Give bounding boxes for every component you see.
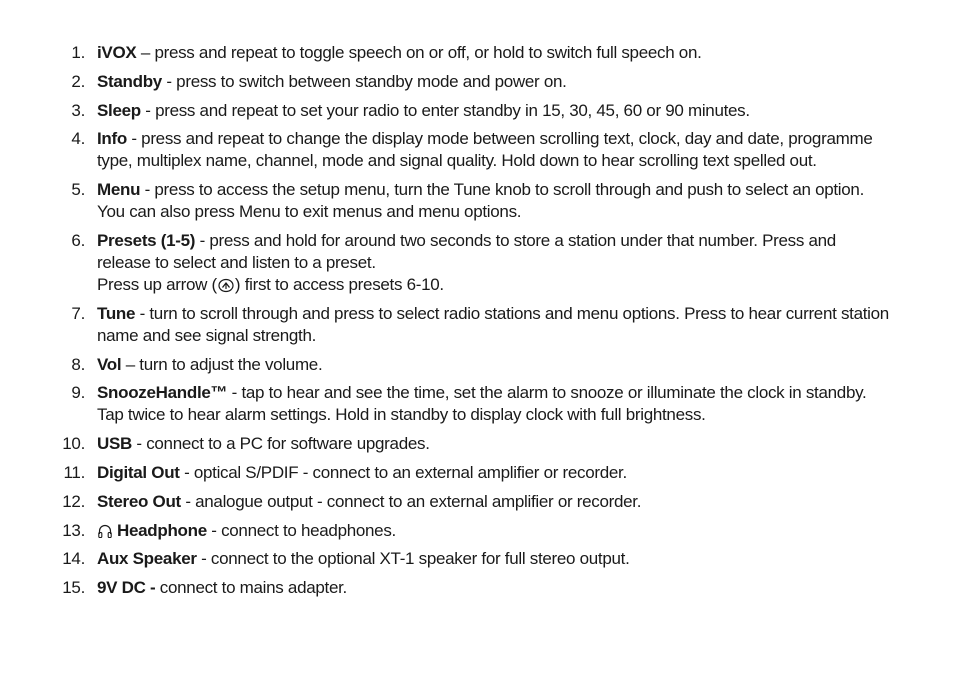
item-body (97, 548, 889, 570)
item-number: 14. (62, 549, 85, 569)
item-text: - press and repeat to change the display mode between scrolling text, clock, day and date, programme type, multiplex name, channel, mode and signal quality. Hold down to hear scrolling text spelled out. (97, 129, 873, 171)
item-text: - press to access the setup menu, turn the Tune knob to scroll through and push to select an option. You can also press Menu to exit menus and menu options. (97, 180, 865, 222)
item-body (97, 230, 889, 296)
item-number: 4. (71, 129, 85, 149)
item-body (97, 100, 889, 122)
item-term: Tune (97, 303, 136, 323)
item-text: - connect to the optional XT-1 speaker for full stereo output. (196, 549, 630, 569)
list-item-snoozehandle (0, 382, 954, 426)
item-text-pre: Press up arrow ( (97, 274, 217, 294)
item-body (97, 520, 889, 542)
numbered-list (0, 42, 954, 606)
list-item-9v-dc (0, 577, 954, 599)
item-term: Headphone (117, 520, 207, 540)
item-text: – turn to adjust the volume. (121, 354, 323, 374)
list-item-sleep (0, 100, 954, 122)
item-text: - analogue output - connect to an external amplifier or recorder. (180, 491, 642, 511)
up-arrow-icon (218, 277, 234, 293)
list-item-aux-speaker (0, 548, 954, 570)
item-text-post: ) first to access presets 6-10. (234, 274, 444, 294)
list-item-digital-out (0, 462, 954, 484)
item-number: 9. (71, 383, 85, 403)
item-number: 1. (71, 43, 85, 62)
item-term: Digital Out (97, 462, 180, 482)
item-term: SnoozeHandle™ (97, 383, 228, 403)
item-body (97, 462, 889, 484)
list-item-menu (0, 179, 954, 223)
item-number: 3. (71, 100, 85, 120)
item-text: connect to mains adapter. (155, 578, 347, 598)
item-term: USB (97, 434, 132, 454)
list-item-stereo-out (0, 491, 954, 513)
list-item-ivox (0, 42, 954, 64)
item-text: - optical S/PDIF - connect to an external amplifier or recorder. (179, 462, 627, 482)
item-body (97, 382, 889, 426)
item-term: Info (97, 129, 127, 149)
list-item-presets (0, 230, 954, 296)
item-number: 13. (62, 520, 85, 540)
item-body (97, 491, 889, 513)
item-text: – press and repeat to toggle speech on or off, or hold to switch full speech on. (136, 43, 702, 62)
item-body (97, 354, 889, 376)
item-term: Stereo Out (97, 491, 181, 511)
item-number: 2. (71, 71, 85, 91)
item-line-2 (97, 274, 889, 296)
headphone-icon (97, 523, 113, 539)
item-text: - tap to hear and see the time, set the alarm to snooze or illuminate the clock in standby. Tap twice to hear alarm settings. Hold in standby to display clock with full brightness. (97, 383, 867, 425)
list-item-standby (0, 71, 954, 93)
list-item-vol (0, 354, 954, 376)
item-body (97, 128, 889, 172)
item-text: - press to switch between standby mode and power on. (161, 71, 567, 91)
item-body (97, 42, 889, 64)
item-body (97, 303, 889, 347)
item-term: Standby (97, 71, 162, 91)
item-number: 5. (71, 180, 85, 200)
item-number: 12. (62, 491, 85, 511)
list-item-tune (0, 303, 954, 347)
item-body (97, 433, 889, 455)
item-number: 6. (71, 230, 85, 250)
list-item-headphone (0, 520, 954, 542)
item-term: 9V DC - (97, 578, 156, 598)
item-text: - connect to a PC for software upgrades. (132, 434, 430, 454)
item-line-1 (97, 230, 889, 274)
item-term: Presets (1-5) (97, 230, 196, 250)
item-body (97, 71, 889, 93)
item-term: Vol (97, 354, 122, 374)
item-number: 15. (62, 578, 85, 598)
item-text: - press and hold for around two seconds to store a station under that number. Press and release to select and listen to a preset. (97, 230, 836, 272)
item-term: Menu (97, 180, 141, 200)
item-number: 8. (71, 354, 85, 374)
item-text: - press and repeat to set your radio to enter standby in 15, 30, 45, 60 or 90 minutes. (140, 100, 750, 120)
item-text: - connect to headphones. (206, 520, 396, 540)
item-number: 10. (62, 434, 85, 454)
item-term: Aux Speaker (97, 549, 197, 569)
item-term: Sleep (97, 100, 141, 120)
list-item-usb (0, 433, 954, 455)
item-text: - turn to scroll through and press to select radio stations and menu options. Press to hear current station name and see signal strength. (97, 303, 889, 345)
item-body (97, 577, 889, 599)
item-number: 11. (63, 462, 85, 482)
item-term: iVOX (97, 43, 137, 62)
item-number: 7. (71, 303, 85, 323)
item-body (97, 179, 889, 223)
list-item-info (0, 128, 954, 172)
